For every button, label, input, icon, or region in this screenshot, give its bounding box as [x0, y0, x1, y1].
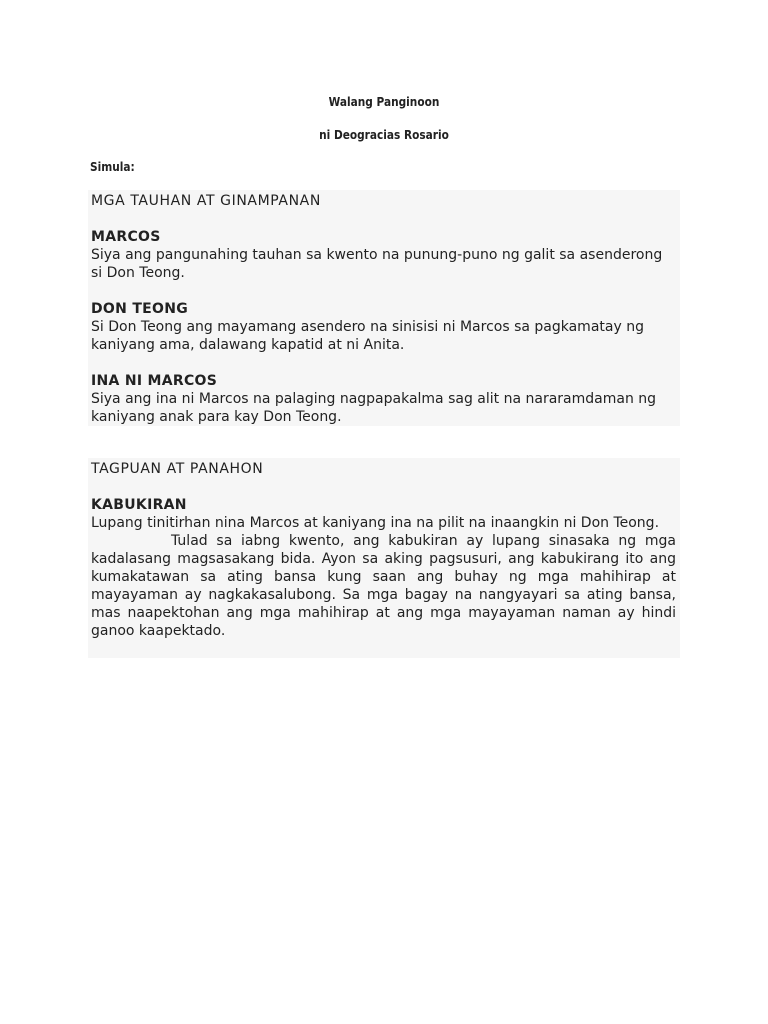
- character-name: DON TEONG: [91, 301, 189, 317]
- character-entry: [91, 228, 676, 282]
- character-name: MARCOS: [91, 229, 161, 245]
- setting-heading: TAGPUAN AT PANAHON: [91, 461, 264, 477]
- character-description: Siya ang pangunahing tauhan sa kwento na punung-puno ng galit sa asenderong si Don Teong.: [91, 247, 663, 281]
- character-entry: [91, 372, 676, 426]
- setting-section: [88, 458, 680, 658]
- character-name: INA NI MARCOS: [91, 373, 218, 389]
- character-entry: [91, 300, 676, 354]
- start-label: Simula:: [90, 160, 135, 174]
- document-author: ni Deogracias Rosario: [319, 128, 449, 142]
- setting-place: KABUKIRAN: [91, 497, 187, 513]
- document-title: Walang Panginoon: [328, 95, 440, 109]
- section-divider: [88, 426, 680, 454]
- setting-analysis: Tulad sa iabng kwento, ang kabukiran ay lupang sinasaka ng mga kadalasang magsasakang bida. Ayon sa aking pagsusuri, ang kabukirang ito ang kumakatawan sa ating bansa kung saan ang buhay ng mga mahihirap at mayayaman ay nagkakasalubong. Sa mga bagay na nangyayari sa ating bansa, mas naapektohan ang mga mahihirap at ang mga mayayaman naman ay hindi ganoo kaapektado.: [91, 533, 676, 639]
- character-description: Siya ang ina ni Marcos na palaging nagpapakalma sag alit na nararamdaman ng kaniyang anak para kay Don Teong.: [91, 391, 657, 425]
- setting-description: Lupang tinitirhan nina Marcos at kaniyang ina na pilit na inaangkin ni Don Teong.: [91, 515, 660, 531]
- characters-section: [88, 190, 680, 426]
- character-description: Si Don Teong ang mayamang asendero na sinisisi ni Marcos sa pagkamatay ng kaniyang ama, dalawang kapatid at ni Anita.: [91, 319, 644, 353]
- characters-heading: MGA TAUHAN AT GINAMPANAN: [91, 193, 321, 209]
